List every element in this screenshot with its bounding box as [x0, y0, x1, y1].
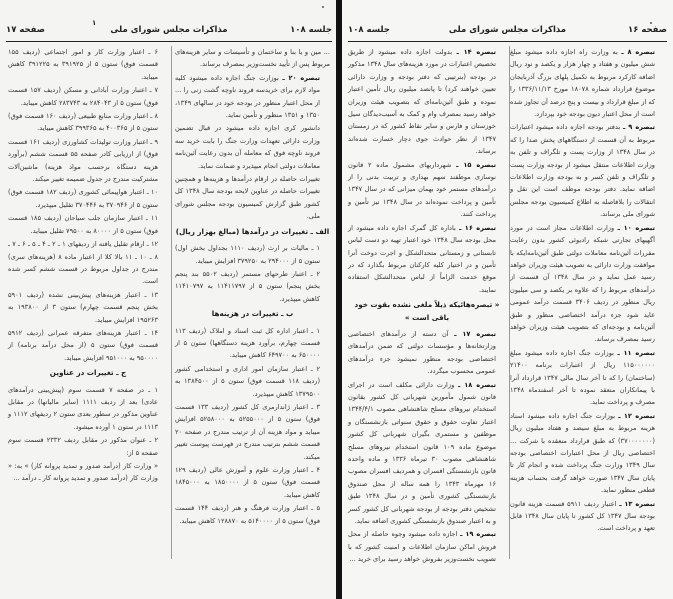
note-paragraph [348, 528, 506, 565]
note-title: تبصره ۱۰ ـ [617, 223, 655, 232]
note-paragraph [348, 222, 506, 296]
note-title: تبصره ۹ ـ [623, 123, 655, 132]
section-heading: « تبصره‌هائیکه ذیلاً ملغی نشده بقوت خود باقی است » [354, 300, 500, 322]
note-title: تبصره ۱۵ ـ [456, 160, 496, 169]
paragraph: ۱۰ ـ اعتبار هواپیمائی کشوری (ردیف ۱۸۲ قسمت فوق) ستون ۵ از ۳۷۰۹۴۶ به ۳۷۰۴۴۶ تقلیل میپذیرد. [8, 188, 158, 209]
page-16 [342, 0, 673, 599]
header-title: مذاکرات مجلس شورای ملی [110, 25, 228, 35]
note-text: باداره کل گمرک اجازه داده میشود از محل بودجه سال ۱۳۴۸ خود اعتبار تهیه دو دست لباس تابستانی و زمستانی متحدالشکل و اجرت دوخت آنرا تأمین و در اختیار کلیه کارکنان مربوط بگذارد که در موقع خدمت الزاماً از لباس متحدالشکل استفاده نمایند. [348, 223, 496, 294]
paragraph: ۹ ـ اعتبار وزارت تولیدات کشاورزی (ردیف ۱۶۱ قسمت فوق) از ارزیابی کادر صفحه ۵۵ قسمت ششم (برآورد هزینه دستگاه برحسب مواد هزینه) ماشین‌آلات مشترکیت مندرج در جدول ضمیمه تغییر میکند. [8, 137, 158, 184]
note-paragraph [510, 498, 665, 535]
note-title: تبصره ۱۴ ـ [456, 48, 496, 56]
paragraph: ۱ ـ مالیات بر ارث (ردیف ۱۱۱۰ بجداول بخش اول) ستون ۵ از ۲۹۴۰۰۰ به ۳۷۹۲۵۰ افزایش میباید. [175, 244, 320, 265]
note-title: تبصره ۲۰ ـ [282, 73, 320, 82]
note-text: اجازه داده میشود وجوه حاصله از محل فروش اماکن سازمان اطلاعات و امنیت کشور که با تصویب نخست‌وزیر بفروش خواهد رسید برای خرید ... [348, 530, 496, 564]
header-page-number: صفحه ۱۷ [6, 25, 45, 35]
section-heading: ج ـ تغییرات در عناوین [49, 368, 127, 378]
note-text: به وزارت راه اجازه داده میشود مبلغ شش میلیون و هفتاد و چهار هزار و یکصد و نود ریال اضافه کارکرد مربوط به تکمیل پلهای بزرگ آذربایجان موضوع قرارداد شماره ۱۸۰۷۸ مورخ ۱۳۳۶/۱۱/۱۳ را که از مبلغ قرارداد و بیست و پنج درصد آن تجاوز شده است از محل اعتبار دیون بودجه خود بپردازد. [510, 48, 655, 119]
column-left [348, 46, 506, 567]
header-session: جلسه ۱۰۸ [348, 25, 390, 35]
note-paragraph [510, 347, 665, 409]
note-title: تبصره ۱۹ ـ [460, 530, 496, 539]
note-text: وزارت دارائی مکلف است در اجرای قانون شمول مأمورین شهربانی کل کشور بقانون استخدام نیروهای مسلح شاهنشاهی مصوب ۱۳۴۴/۴/۱ اعتبار تفاوت حقوق و حقوق سنواتی بازنشستگان و موظفین و مستمری بگیران شهربانی کل کشور موضوع ماده ۱۰۹ قانون استخدام نیروهای مسلح شاهنشاهی مصوب ۳۰ تیرماه ۱۳۳۶ و ماده واحده قانون بازنشستگی افسران و همردیف افسران مصوب ۱۶ مهرماه ۱۳۴۳ را همه ساله از محل صندوق بازنشستگی کشوری تأمین و در سال ۱۳۴۸ طبق تشخیص دفتر بودجه از بودجه شهربانی کل کشور کسر و به اعتبار صندوق بازنشستگی کشوری اضافه نماید. [348, 380, 496, 526]
note-paragraph [348, 159, 506, 221]
paragraph: ۱۲ ـ ارقام تقلیل یافته از ردیفهای ۱ ـ ۲ ـ ۴ ـ ۵ ـ ۶ ـ ۷ ـ ۸ ـ ۱۰ ـ ۱۱ بالا کلا از اعتبار ماده ۸ (هزینه‌های سری) مندرج در جداول مربوط در قسمت ششم کسر شده است. [8, 240, 159, 286]
paragraph: ۳ ـ اعتبار ژاندارمری کل کشور (ردیف ۱۳۳ قسمت فوق) ستون ۵ از ۵۲۵۵۰۰۰ به ۵۲۵۸۰۰۰ افزایش میباید و مواد هزینه آن از ترتیب مندرج در صفحه ۲۰ قسمت ششم بترتیب مندرج در فهرست پیوست تغییر میکند. [175, 402, 320, 461]
paragraph: ۶ ـ اعتبار وزارت کار و امور اجتماعی (ردیف ۱۵۵ قسمت فوق) ستون ۵ از ۳۹۱۹۲۵ به ۳۹۱۲۲۵ کاهش میباید. [8, 48, 158, 81]
paragraph: ۸ ـ اعتبار وزارت منابع طبیعی (ردیف ۱۶۰ قسمت فوق) ستون ۵ از ۴۰۰۳۶۵ به ۳۹۹۳۶۵ کاهش میباید. [8, 112, 158, 133]
page-header [6, 19, 332, 39]
column-right [175, 46, 330, 528]
note-title: تبصره ۱۲ ـ [618, 411, 655, 420]
header-title: مذاکرات مجلس شورای ملی [448, 25, 567, 35]
note-text: بدفتر بودجه اجازه داده میشود اعتبارات مربوط به آن قسمت از دستگاههای پخش صدا را که در سال ۱۳۴۸ از وزارت پست و تلگراف و تلفن به وزارت اطلاعات منتقل میشود از بودجه وزارت پست و تلگراف و تلفن کسر و به بودجه وزارت اطلاعات اضافه نماید. دفتر بودجه موظف است این نقل و انتقالات را بلافاصله به اطلاع کمیسیون بودجه مجلس شورای ملی برساند. [510, 123, 655, 219]
paragraph: ۱۴ ـ اعتبار هزینه‌های متفرقه عمرانی (ردیف ۵۹۱۲ قسمت فوق) ستون ۵ (از محل درآمد برنامه) از ۹۵۰۰۰۰ به ۹۵۱۰۰۰ افزایش میباید. [8, 328, 158, 362]
paragraph: « وزارت کار (درآمد صدور و تمدید پروانه کار) » به: « وزارت کار (درآمد صدور و تمدید پروانه کار ـ درآمد ... [8, 462, 158, 483]
paragraph: ۱۱ ـ اعتبار سازمان جلب سیاحان (ردیف ۱۸۵ قسمت فوق) ستون ۵ از ۸۰۰۰۰ به ۷۹۵۰۰ تقلیل میباید. [8, 214, 159, 235]
note-paragraph [348, 379, 506, 528]
paragraph: ۲ ـ اعتبار طرحهای مستمر (ردیف ۵۵۰۲ بند پنجم بخش پنجم) ستون ۵ از ۱۱۴۱۱۷۹۷ به ۱۱۴۱۰۷۹۷ کاهش میپذیرد. [175, 269, 321, 303]
paragraph: ۴ ـ اعتبار وزارت علوم و آموزش عالی (ردیف ۱۲۹ قسمت فوق) ستون ۵ از ۱۸۵۰۰۰۰ به ۱۸۴۵۰۰۰ کاهش میباید. [175, 466, 321, 499]
note-text: شهرداریهای مشمول ماده ۲ قانون نوسازی موظفند سهم بهداری و تربیت بدنی را از درآمدهای مستمر خود بهمان میزانی که در سال ۱۳۴۷ تأمین و پرداخت نموده‌اند در سال ۱۳۴۸ نیز تأمین و پرداخت کنند. [348, 160, 496, 219]
page-header [348, 25, 667, 39]
header-page-number: صفحه ۱۶ [628, 25, 667, 35]
paragraph: ۲ ـ عنوان مذکور در مقابل ردیف ۲۳۳۲ قسمت سوم صفحه ۵ از: [8, 436, 158, 457]
header-rule [6, 41, 332, 42]
header-session: جلسه ۱۰۸ [290, 25, 332, 35]
paragraph: ۱ ـ در صفحه ۷ قسمت سوم (پیش‌بینی درآمدهای عادی) بعد از ردیف ۱۱۱۱ (سایر مالیاتها) در مقابل عناوین مذکور در سطور بعدی ستون ۲ ردیفهای ۱۱۱۲ و ۱۱۱۳ در ستون ۱ آورده میشود. [8, 385, 158, 431]
note-title: تبصره ۱۸ ـ [458, 380, 496, 389]
paragraph: ... مین و یا بنا و ساختمان و تأسیسات و سایر هزینه‌های مربوط پس از تأیید نخست‌وزیر بمصرف برساند. [175, 48, 330, 69]
column-left [8, 46, 168, 486]
note-text: بوزارت جنگ اجازه داده میشود کلیه مواد لازم برای خریدسه فروند ناوچه گشت زنی را ... از محل اعتبار منظور در بودجه خود در سالهای ۱۳۴۹، ۱۳۵۰ و ۱۳۵۱ منظور و تأمین نماید. [175, 73, 320, 120]
note-paragraph [510, 222, 665, 346]
paragraph: ۱ ـ اعتبار اداره کل ثبت اسناد و املاک (ردیف ۱۱۳ قسمت چهارم، برآورد هزینه دستگاهها) ستون ۵ از ۶۵۰۰۰۰ به ۶۴۹۷۰۰ کاهش میباید. [175, 326, 320, 360]
note-paragraph [348, 328, 506, 378]
column-divider [509, 46, 510, 559]
column-right [510, 46, 665, 536]
paragraph: دانشور کری اجازه داده میشود در قبال تضمین وزارت دارائی تعهدات وزارت جنگ را بابت خرید سه فروند ناوچه فوق که معامله آن بدون رعایت آئین‌نامه معاملات دولتی انجام میپذیرد و ضمانت نماید. [175, 124, 320, 170]
note-title: تبصره ۱۶ ـ [459, 223, 496, 232]
paragraph: ۷ ـ اعتبار وزارت آبادانی و مسکن (ردیف ۱۵۷ قسمت فوق) ستون ۵ از ۲۸۴۰۴۳ به ۲۸۳۷۴۳ کاهش میباید. [8, 86, 158, 107]
section-heading: ب ـ تغییرات در هزینه‌ها [211, 309, 294, 319]
note-text: وزارت اطلاعات مجاز است در مورد آگهیهای تجارتی شبکه رادیوئی کشور بدون رعایت مقررات آئین‌نامه معاملات دولتی طبق آئین‌نامه‌ایکه با موافقت وزارت دارائی به تصویب هیئت وزیران خواهد رسید عمل نماید و در سال ۱۳۴۸ آن قسمت از درآمدهای مربوط را که علاوه بر یکصد و سی میلیون ریال منظور در ردیف ۳۴۰۶ قسمت درآمد عمومی عاید شود جزء درآمد اختصاصی منظور و طبق آئین‌نامه و بودجه‌ای که بتصویب هیئت وزیران خواهد رسید بمصرف برساند. [510, 223, 655, 344]
note-paragraph [510, 46, 665, 120]
header-mark: ۱ [92, 19, 97, 27]
note-text: آن دسته از درآمدهای اختصاصی وزارتخانه‌ها و مؤسسات دولتی که ضمن درآمدهای اختصاصی بودجه منظور نمیشود جزء درآمدهای عمومی محسوب میگردد. [348, 329, 496, 376]
paragraph: ۵ ـ اعتبار وزارت فرهنگ و هنر (ردیف ۱۴۴ قسمت فوق) ستون ۵ از ۵۱۴۰۰۰۰ به ۱۲۸۸۷۰ کاهش میباید. [175, 504, 320, 525]
note-paragraph [510, 121, 665, 220]
header-rule [348, 41, 667, 42]
note-text: بدولت اجازه داده میشود از طریق تخصیص اعتبارات در مورد هزینه‌های سال ۱۳۴۸ مذکور در بودجه (بترتیبی که دفتر بودجه و وزارت دارائی تعیین خواهند کرد) تا پانصد میلیون ریال تأمین اعتبار نموده و طبق آئین‌نامه‌ای که بتصویب هیئت وزیران خواهد رسید بمصرف وام و کمک به آسیب‌دیدگان سیل خوزستان و فارس و سایر نقاط کشور که در زمستان ۱۳۴۷ از نظر حوادث جوی دچار خسارت شده‌اند برساند. [348, 48, 496, 156]
note-title: تبصره ۱۳ ـ [619, 499, 655, 508]
column-divider [171, 46, 172, 559]
paragraph: تغییرات حاصله در ارقام درآمدها و هزینه‌ها و همچنین تغییرات حاصله در عناوین لایحه بودجه سال ۱۳۴۸ کل کشور طبق گزارش کمیسیون بودجه مجلس شورای ملی. [175, 175, 320, 221]
note-title: تبصره ۱۱ ـ [617, 348, 655, 357]
section-heading: الف ـ تغییرات در درآمدها (مبالغ بهزار ریال) [175, 226, 330, 236]
note-title: تبصره ۱۷ ـ [454, 329, 496, 338]
paragraph: ۱۳ ـ اعتبار هزینه‌های پیش‌بینی نشده (ردیف ۵۹۰۱ بخش پنجم قسمت چهارم) ستون ۳ از ۱۹۳۸۰۰ به ۱۹۵۲۶۳ افزایش میباید. [8, 290, 158, 324]
note-text: بوزارت جنگ اجازه داده میشود اسناد هزینه مربوط به مبلغ سیصد و هفتاد میلیون ریال (۳۷۰۰۰۰۰۰۰) که طبق قرارداد منعقده با شرکت ... اختصاصی ریال از محل اعتبارات اختصاصی بودجه سال ۱۳۴۹ وزارت جنگ پرداخت شده و انجام کار تا پایان سال ۱۳۴۷ صورت خواهد گرفت بحساب هزینه قطعی منظور نماید. [510, 411, 656, 495]
note-paragraph [175, 72, 330, 122]
note-paragraph [348, 46, 506, 158]
note-text: اعتبار ردیف ۵۹۱۱ قسمت هزینه قانون بودجه سال ۱۳۴۷ کل کشور تا پایان سال ۱۳۴۸ قابل تعهد و پرداخت است. [510, 499, 655, 533]
scan-speck [650, 22, 652, 24]
scan-speck [322, 6, 324, 8]
note-paragraph [510, 410, 665, 497]
note-title: تبصره ۸ ـ [621, 48, 655, 56]
paragraph: ۲ ـ اعتبار سازمان امور اداری و استخدامی کشور (ردیف ۱۱۸ قسمت فوق) ستون ۵ از ۱۳۸۴۵۰۰ به ۱۳۷۹۵۰۰ کاهش میپذیرد. [175, 364, 321, 398]
note-text: بوزارت جنگ اجازه داده میشود مبلغ ۱۱۵۰۰۰۰۰۰ ریال از اعتبارات برنامه ۲۱۴۰۰ (ساختمان) را که تا آخر سال مالی ۱۳۴۷ قرارداد آنرا با پیمانکاران منعقد نموده تا آخر اسفندماه ۱۳۴۸ مصرف و پرداخت نماید. [510, 348, 655, 407]
